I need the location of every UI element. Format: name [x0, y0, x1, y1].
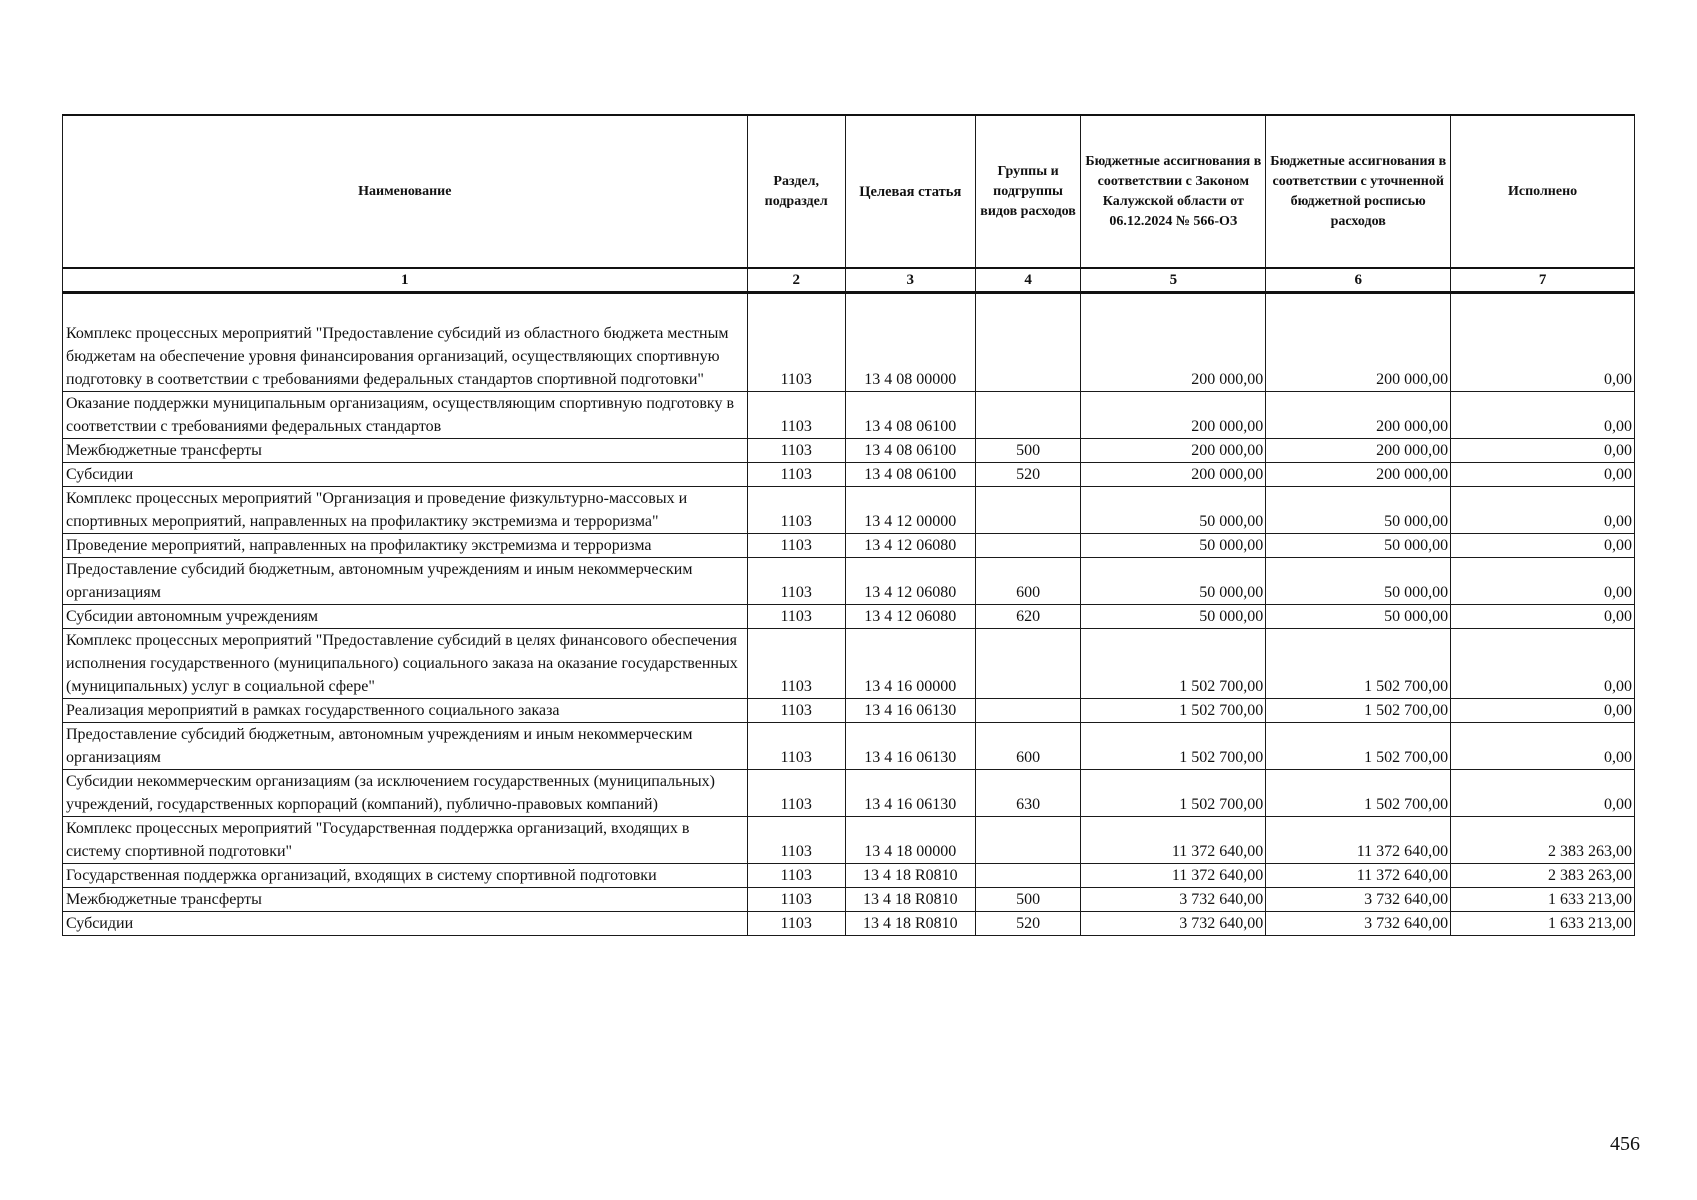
row-executed-amount: 1 633 213,00: [1451, 888, 1635, 912]
row-name: Субсидии некоммерческим организациям (за исключением государственных (муниципальных) учреждений, государственных корпораций (компаний), публично-правовых компаний): [63, 770, 748, 817]
page-number: 456: [1610, 1133, 1640, 1155]
row-name: Реализация мероприятий в рамках государственного социального заказа: [63, 699, 748, 723]
table-body: [63, 293, 1635, 936]
row-target-article: 13 4 12 06080: [845, 534, 975, 558]
row-expense-group: 620: [975, 605, 1081, 629]
header-section: Раздел, подраздел: [747, 115, 845, 268]
row-executed-amount: 2 383 263,00: [1451, 864, 1635, 888]
table-row: [63, 487, 1635, 534]
row-section: 1103: [747, 605, 845, 629]
row-executed-amount: 1 633 213,00: [1451, 912, 1635, 936]
row-target-article: 13 4 08 06100: [845, 463, 975, 487]
column-number: 4: [975, 268, 1081, 293]
row-name: Субсидии: [63, 912, 748, 936]
row-expense-group: [975, 817, 1081, 864]
row-section: 1103: [747, 817, 845, 864]
row-executed-amount: 0,00: [1451, 723, 1635, 770]
row-executed-amount: 0,00: [1451, 629, 1635, 699]
row-section: 1103: [747, 487, 845, 534]
row-name: Оказание поддержки муниципальным организациям, осуществляющим спортивную подготовку в соответствии с требованиями федеральных стандартов: [63, 392, 748, 439]
row-target-article: 13 4 18 R0810: [845, 912, 975, 936]
row-refined-amount: 50 000,00: [1266, 534, 1451, 558]
table-row: [63, 534, 1635, 558]
row-section: 1103: [747, 699, 845, 723]
row-section: 1103: [747, 392, 845, 439]
row-section: 1103: [747, 293, 845, 392]
row-law-amount: 11 372 640,00: [1081, 864, 1266, 888]
table-row: [63, 770, 1635, 817]
header-refined-allocations: Бюджетные ассигнования в соответствии с уточненной бюджетной росписью расходов: [1266, 115, 1451, 268]
table-row: [63, 293, 1635, 392]
row-section: 1103: [747, 864, 845, 888]
row-refined-amount: 50 000,00: [1266, 558, 1451, 605]
row-target-article: 13 4 16 00000: [845, 629, 975, 699]
row-refined-amount: 1 502 700,00: [1266, 770, 1451, 817]
row-refined-amount: 3 732 640,00: [1266, 888, 1451, 912]
table-row: [63, 864, 1635, 888]
table-row: [63, 817, 1635, 864]
row-expense-group: [975, 864, 1081, 888]
row-executed-amount: 2 383 263,00: [1451, 817, 1635, 864]
row-name: Проведение мероприятий, направленных на профилактику экстремизма и терроризма: [63, 534, 748, 558]
row-name: Предоставление субсидий бюджетным, автономным учреждениям и иным некоммерческим организациям: [63, 723, 748, 770]
row-section: 1103: [747, 558, 845, 605]
row-target-article: 13 4 08 00000: [845, 293, 975, 392]
row-expense-group: [975, 487, 1081, 534]
row-law-amount: 3 732 640,00: [1081, 888, 1266, 912]
row-law-amount: 200 000,00: [1081, 293, 1266, 392]
row-name: Субсидии автономным учреждениям: [63, 605, 748, 629]
row-section: 1103: [747, 912, 845, 936]
row-executed-amount: 0,00: [1451, 558, 1635, 605]
row-expense-group: [975, 293, 1081, 392]
table-row: [63, 558, 1635, 605]
row-expense-group: 520: [975, 463, 1081, 487]
row-refined-amount: 200 000,00: [1266, 463, 1451, 487]
row-refined-amount: 3 732 640,00: [1266, 912, 1451, 936]
header-row: [63, 115, 1635, 268]
row-law-amount: 50 000,00: [1081, 534, 1266, 558]
row-expense-group: 500: [975, 888, 1081, 912]
row-target-article: 13 4 16 06130: [845, 723, 975, 770]
row-executed-amount: 0,00: [1451, 605, 1635, 629]
row-name: Государственная поддержка организаций, входящих в систему спортивной подготовки: [63, 864, 748, 888]
row-target-article: 13 4 12 06080: [845, 558, 975, 605]
column-number: 6: [1266, 268, 1451, 293]
row-name: Комплекс процессных мероприятий "Предоставление субсидий из областного бюджета местным бюджетам на обеспечение уровня финансирования организаций, осуществляющих спортивную подготовку в соответствии с требованиями федеральных стандартов спортивной подготовки": [63, 293, 748, 392]
header-name: Наименование: [63, 115, 748, 268]
row-law-amount: 50 000,00: [1081, 487, 1266, 534]
row-executed-amount: 0,00: [1451, 534, 1635, 558]
row-target-article: 13 4 18 00000: [845, 817, 975, 864]
row-law-amount: 1 502 700,00: [1081, 723, 1266, 770]
row-target-article: 13 4 16 06130: [845, 699, 975, 723]
column-number: 5: [1081, 268, 1266, 293]
row-section: 1103: [747, 629, 845, 699]
row-target-article: 13 4 18 R0810: [845, 888, 975, 912]
row-target-article: 13 4 08 06100: [845, 439, 975, 463]
row-law-amount: 50 000,00: [1081, 605, 1266, 629]
row-section: 1103: [747, 439, 845, 463]
row-refined-amount: 1 502 700,00: [1266, 629, 1451, 699]
row-name: Предоставление субсидий бюджетным, автономным учреждениям и иным некоммерческим организациям: [63, 558, 748, 605]
row-law-amount: 3 732 640,00: [1081, 912, 1266, 936]
row-expense-group: 500: [975, 439, 1081, 463]
row-executed-amount: 0,00: [1451, 487, 1635, 534]
row-law-amount: 200 000,00: [1081, 392, 1266, 439]
row-name: Межбюджетные трансферты: [63, 888, 748, 912]
column-number: 1: [63, 268, 748, 293]
table-row: [63, 912, 1635, 936]
row-target-article: 13 4 08 06100: [845, 392, 975, 439]
row-law-amount: 11 372 640,00: [1081, 817, 1266, 864]
row-name: Субсидии: [63, 463, 748, 487]
column-number-row: [63, 268, 1635, 293]
header-target-article: Целевая статья: [845, 115, 975, 268]
table-row: [63, 605, 1635, 629]
table-row: [63, 629, 1635, 699]
row-target-article: 13 4 16 06130: [845, 770, 975, 817]
row-name: Межбюджетные трансферты: [63, 439, 748, 463]
column-number: 3: [845, 268, 975, 293]
row-law-amount: 200 000,00: [1081, 439, 1266, 463]
row-section: 1103: [747, 770, 845, 817]
table-row: [63, 723, 1635, 770]
row-expense-group: [975, 392, 1081, 439]
row-refined-amount: 50 000,00: [1266, 487, 1451, 534]
row-target-article: 13 4 12 00000: [845, 487, 975, 534]
table-row: [63, 888, 1635, 912]
row-refined-amount: 11 372 640,00: [1266, 864, 1451, 888]
row-expense-group: [975, 699, 1081, 723]
row-name: Комплекс процессных мероприятий "Организация и проведение физкультурно-массовых и спортивных мероприятий, направленных на профилактику экстремизма и терроризма": [63, 487, 748, 534]
row-executed-amount: 0,00: [1451, 699, 1635, 723]
header-expense-group: Группы и подгруппы видов расходов: [975, 115, 1081, 268]
table-row: [63, 699, 1635, 723]
row-name: Комплекс процессных мероприятий "Предоставление субсидий в целях финансового обеспечения исполнения государственного (муниципального) социального заказа на оказание государственных (муниципальных) услуг в социальной сфере": [63, 629, 748, 699]
row-section: 1103: [747, 534, 845, 558]
row-executed-amount: 0,00: [1451, 439, 1635, 463]
row-expense-group: 520: [975, 912, 1081, 936]
row-name: Комплекс процессных мероприятий "Государственная поддержка организаций, входящих в систему спортивной подготовки": [63, 817, 748, 864]
row-target-article: 13 4 18 R0810: [845, 864, 975, 888]
table-row: [63, 392, 1635, 439]
row-refined-amount: 1 502 700,00: [1266, 699, 1451, 723]
row-section: 1103: [747, 463, 845, 487]
table-row: [63, 463, 1635, 487]
row-refined-amount: 50 000,00: [1266, 605, 1451, 629]
row-law-amount: 50 000,00: [1081, 558, 1266, 605]
row-refined-amount: 200 000,00: [1266, 439, 1451, 463]
row-refined-amount: 200 000,00: [1266, 293, 1451, 392]
row-law-amount: 1 502 700,00: [1081, 629, 1266, 699]
row-refined-amount: 11 372 640,00: [1266, 817, 1451, 864]
row-expense-group: [975, 534, 1081, 558]
header-executed: Исполнено: [1451, 115, 1635, 268]
row-law-amount: 200 000,00: [1081, 463, 1266, 487]
column-number: 7: [1451, 268, 1635, 293]
row-refined-amount: 1 502 700,00: [1266, 723, 1451, 770]
budget-execution-table: [62, 114, 1635, 936]
row-law-amount: 1 502 700,00: [1081, 770, 1266, 817]
row-expense-group: 600: [975, 558, 1081, 605]
row-executed-amount: 0,00: [1451, 770, 1635, 817]
row-refined-amount: 200 000,00: [1266, 392, 1451, 439]
row-executed-amount: 0,00: [1451, 463, 1635, 487]
row-target-article: 13 4 12 06080: [845, 605, 975, 629]
column-number: 2: [747, 268, 845, 293]
row-section: 1103: [747, 888, 845, 912]
header-law-allocations: Бюджетные ассигнования в соответствии с Законом Калужской области от 06.12.2024 № 566-ОЗ: [1081, 115, 1266, 268]
row-executed-amount: 0,00: [1451, 293, 1635, 392]
row-expense-group: [975, 629, 1081, 699]
row-expense-group: 600: [975, 723, 1081, 770]
row-section: 1103: [747, 723, 845, 770]
row-law-amount: 1 502 700,00: [1081, 699, 1266, 723]
row-expense-group: 630: [975, 770, 1081, 817]
table-row: [63, 439, 1635, 463]
row-executed-amount: 0,00: [1451, 392, 1635, 439]
